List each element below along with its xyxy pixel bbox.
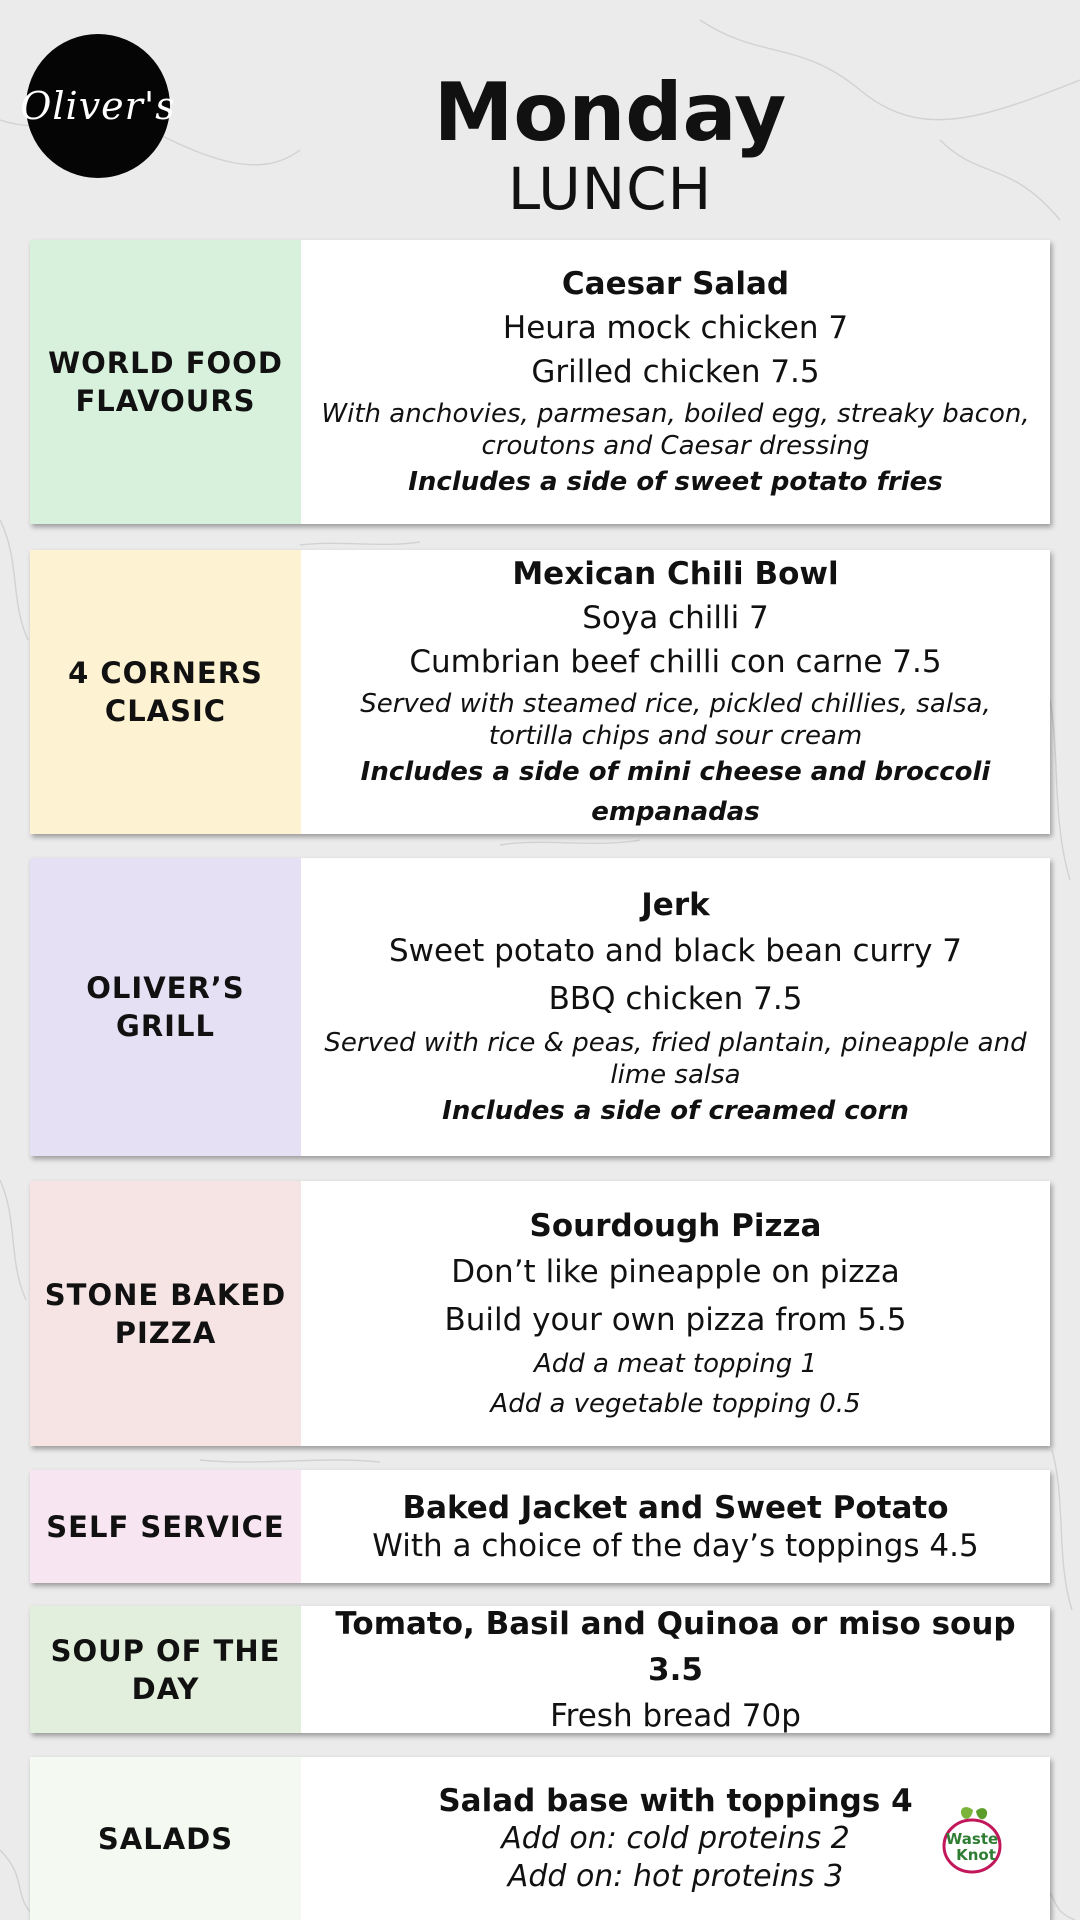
section-content	[301, 1181, 1050, 1446]
dish-name: Sourdough Pizza	[529, 1207, 822, 1244]
olivers-logo	[20, 34, 176, 178]
section-content	[301, 1757, 1050, 1920]
dish-option: Heura mock chicken 7	[502, 310, 849, 346]
menu-section-salads	[30, 1757, 1050, 1920]
dish-side: Includes a side of mini cheese and broccoli empanadas	[360, 757, 991, 827]
dish-addon: Add on: hot proteins 3	[507, 1858, 844, 1894]
dish-addon: Add a vegetable topping 0.5	[490, 1388, 861, 1419]
dish-name: Jerk	[641, 887, 710, 923]
page-title: Monday	[433, 66, 787, 159]
section-content	[301, 550, 1050, 834]
section-label: 4 CORNERS CLASIC	[30, 550, 301, 834]
section-content	[301, 1606, 1050, 1733]
waste-knot-logo-icon	[936, 1802, 1010, 1876]
dish-description: Served with rice & peas, fried plantain, pineapple and lime salsa	[324, 1028, 1027, 1090]
dish-description: With anchovies, parmesan, boiled egg, streaky bacon, croutons and Caesar dressing	[321, 399, 1030, 461]
dish-description: Served with steamed rice, pickled chillies, salsa, tortilla chips and sour cream	[360, 689, 991, 751]
menu-section-soup	[30, 1606, 1050, 1733]
menu-section-olivers-grill	[30, 858, 1050, 1156]
section-content	[301, 240, 1050, 524]
dish-option: Don’t like pineapple on pizza	[451, 1253, 900, 1290]
menu-section-world-food	[30, 240, 1050, 524]
section-label: WORLD FOOD FLAVOURS	[30, 240, 301, 524]
dish-option: Build your own pizza from 5.5	[444, 1301, 907, 1338]
dish-option: Cumbrian beef chilli con carne 7.5	[409, 644, 942, 680]
dish-option: Fresh bread 70p	[550, 1697, 801, 1734]
dish-option: Sweet potato and black bean curry 7	[388, 933, 963, 969]
dish-option: Grilled chicken 7.5	[531, 354, 820, 390]
section-label: SELF SERVICE	[30, 1470, 301, 1583]
dish-name: Salad base with toppings 4	[438, 1782, 913, 1819]
page-subtitle: LUNCH	[507, 155, 713, 223]
dish-option: Soya chilli 7	[582, 600, 769, 636]
dish-side: Includes a side of sweet potato fries	[408, 467, 943, 497]
section-label: STONE BAKED PIZZA	[30, 1181, 301, 1446]
section-label: SALADS	[30, 1757, 301, 1920]
logo-text: Oliver's	[20, 84, 176, 128]
menu-section-four-corners	[30, 550, 1050, 834]
svg-text:Waste: Waste	[945, 1829, 999, 1848]
menu-section-self-service	[30, 1470, 1050, 1583]
dish-name: Baked Jacket and Sweet Potato	[402, 1489, 949, 1526]
svg-text:Knot: Knot	[956, 1845, 996, 1864]
section-label: OLIVER’S GRILL	[30, 858, 301, 1156]
dish-side: Includes a side of creamed corn	[442, 1096, 909, 1126]
dish-option: With a choice of the day’s toppings 4.5	[372, 1527, 979, 1564]
menu-section-stone-baked	[30, 1181, 1050, 1446]
section-content	[301, 1470, 1050, 1583]
dish-option: BBQ chicken 7.5	[548, 981, 803, 1017]
section-content	[301, 858, 1050, 1156]
dish-name: Mexican Chili Bowl	[512, 556, 839, 592]
section-label: SOUP OF THE DAY	[30, 1606, 301, 1733]
dish-addon: Add a meat topping 1	[533, 1348, 818, 1379]
dish-name: Tomato, Basil and Quinoa or miso soup 3.5	[335, 1605, 1016, 1688]
dish-addon: Add on: cold proteins 2	[501, 1820, 850, 1856]
dish-name: Caesar Salad	[561, 266, 790, 302]
